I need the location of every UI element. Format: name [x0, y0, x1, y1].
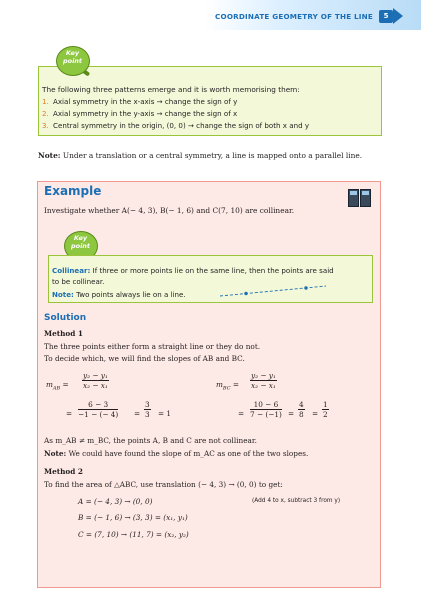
point-icon	[244, 292, 247, 295]
two-points-note: Note: Two points always lie on a line.	[52, 290, 186, 299]
slope-ab-substitution: $\frac{6 - 3}{-1 - (- 4)}$	[78, 400, 119, 419]
slope-formula: $\frac{\text{y₂ − y₁}}{\text{x₂ − x₁}}$	[251, 371, 276, 390]
key-point-badge	[56, 46, 92, 78]
method-2-title: Method 2	[44, 467, 83, 476]
method-1-conclusion: As m_AB ≠ m_BC, the points A, B and C are not collinear.	[44, 436, 257, 445]
translation-note: Note: Under a translation or a central symmetry, a line is mapped onto a parallel line.	[38, 151, 363, 160]
key-point-item: 1. Axial symmetry in the x-axis → change the sign of y	[42, 97, 238, 106]
translation-row: B = (− 1, 6) → (3, 3) = (x₁, y₁)	[78, 513, 188, 522]
key-point-badge-text: Key point	[62, 49, 83, 65]
two-point-line-diagram	[218, 283, 328, 299]
method-1-line: The three points either form a straight line or they do not.	[44, 342, 261, 351]
point-icon	[304, 286, 307, 289]
slope-ab-result: = 1	[158, 409, 172, 418]
chapter-title: COORDINATE GEOMETRY OF THE LINE	[215, 12, 373, 21]
example-title: Example	[44, 184, 102, 198]
page-arrow-icon	[393, 8, 403, 24]
page-header	[0, 0, 421, 30]
method-1-note: Note: We could have found the slope of m_AC as one of the two slopes.	[44, 449, 309, 458]
collinear-definition-line: to be collinear.	[52, 277, 105, 286]
calculator-icon	[348, 189, 359, 207]
method-1-line: To decide which, we will find the slopes of AB and BC.	[44, 354, 245, 363]
calculator-icon	[360, 189, 371, 207]
slope-ab-simplified: $\frac{3}{3}$	[145, 400, 150, 419]
key-point-intro: The following three patterns emerge and it is worth memorising them:	[42, 85, 300, 94]
equals-sign: =	[238, 409, 245, 418]
key-point-badge-text: Key point	[70, 234, 91, 250]
equals-sign: =	[312, 409, 319, 418]
equals-sign: =	[66, 409, 73, 418]
equals-sign: =	[288, 409, 295, 418]
slope-formula: $\frac{\text{y₂ − y₁}}{\text{x₂ − x₁}}$	[83, 371, 108, 390]
method-2-intro: To find the area of △ABC, use translation (− 4, 3) → (0, 0) to get:	[44, 480, 283, 489]
equals-sign: =	[134, 409, 141, 418]
key-point-item: 2. Axial symmetry in the y-axis → change the sign of x	[42, 109, 238, 118]
key-point-item: 3. Central symmetry in the origin, (0, 0) → change the sign of both x and y	[42, 121, 310, 130]
translation-row: A = (− 4, 3) → (0, 0)	[78, 497, 153, 506]
method-1-title: Method 1	[44, 329, 83, 338]
slope-bc-result: $\frac{1}{2}$	[323, 400, 328, 419]
line-icon	[220, 286, 326, 296]
slope-bc-simplified: $\frac{4}{8}$	[299, 400, 304, 419]
page-number: 5	[379, 10, 393, 23]
slope-bc-label: $m_{BC}$ =	[216, 380, 239, 392]
translation-row: C = (7, 10) → (11, 7) = (x₂, y₂)	[78, 530, 189, 539]
solution-title: Solution	[44, 313, 87, 323]
slope-ab-label: $m_{AB}$ =	[46, 380, 69, 392]
slope-bc-substitution: $\frac{10 - 6}{7 - (-1)}$	[250, 400, 282, 419]
translation-annotation: (Add 4 to x, subtract 3 from y)	[252, 498, 341, 504]
example-question: Investigate whether A(− 4, 3), B(− 1, 6) and C(7, 10) are collinear.	[44, 206, 295, 215]
collinear-definition-line: Collinear: If three or more points lie on the same line, then the points are said	[52, 266, 334, 275]
